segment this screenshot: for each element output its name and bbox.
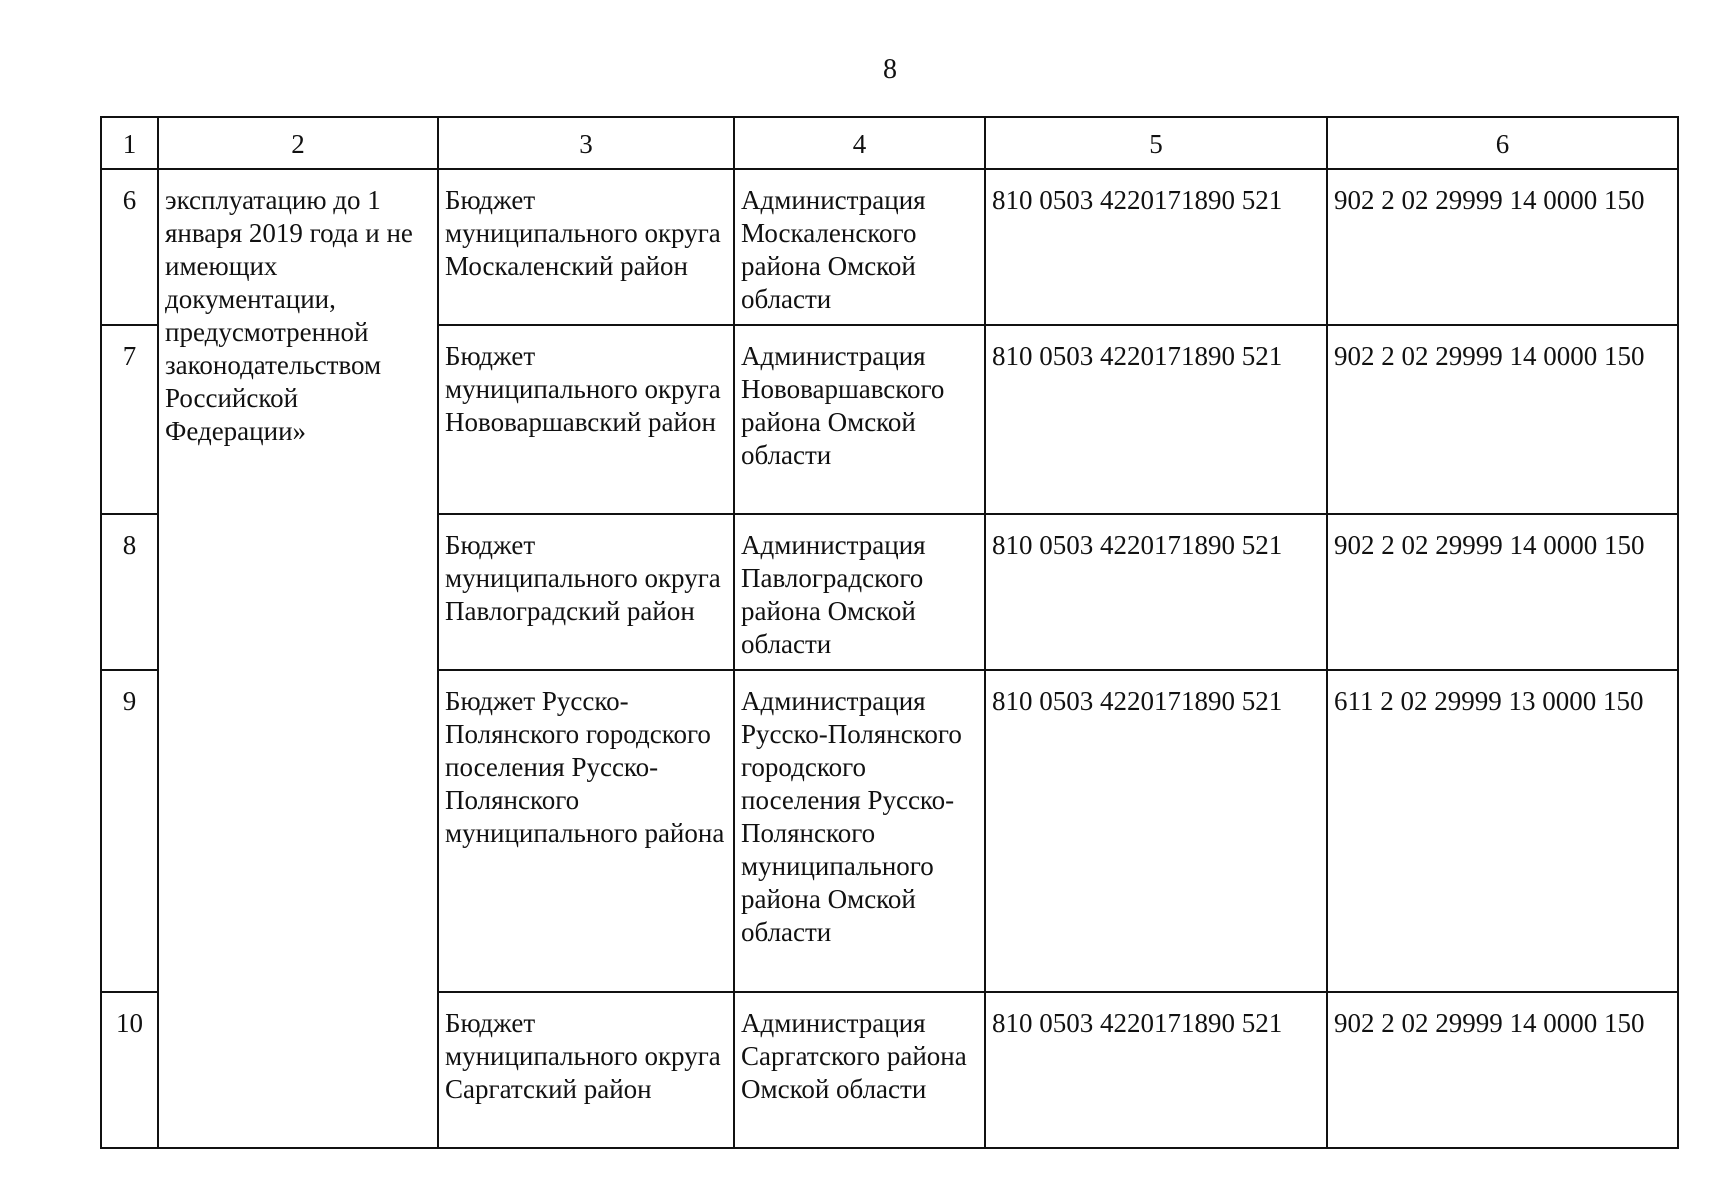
administration-cell: Администрация Русско-Полянского городского поселения Русско-Полянского муниципального района Омской области — [734, 670, 985, 992]
header-col-5: 5 — [985, 117, 1327, 169]
income-code-cell: 902 2 02 29999 14 0000 150 — [1327, 992, 1678, 1148]
administration-cell: Администрация Нововаршавского района Омской области — [734, 325, 985, 514]
income-code-cell: 902 2 02 29999 14 0000 150 — [1327, 169, 1678, 325]
header-col-3: 3 — [438, 117, 734, 169]
row-number: 6 — [101, 169, 158, 325]
header-col-1: 1 — [101, 117, 158, 169]
header-col-4: 4 — [734, 117, 985, 169]
administration-cell: Администрация Павлоградского района Омской области — [734, 514, 985, 670]
income-code-cell: 902 2 02 29999 14 0000 150 — [1327, 325, 1678, 514]
budget-cell: Бюджет муниципального округа Москаленский район — [438, 169, 734, 325]
budget-table — [100, 116, 1679, 1149]
budget-cell: Бюджет муниципального округа Саргатский район — [438, 992, 734, 1148]
header-col-2: 2 — [158, 117, 438, 169]
expense-code-cell: 810 0503 4220171890 521 — [985, 169, 1327, 325]
income-code-cell: 902 2 02 29999 14 0000 150 — [1327, 514, 1678, 670]
page-number: 8 — [883, 54, 897, 85]
row-number: 7 — [101, 325, 158, 514]
table-row — [101, 169, 1678, 325]
merged-description-cell: эксплуатацию до 1 января 2019 года и не имеющих документации, предусмотренной законодательством Российской Федерации» — [158, 169, 438, 1148]
budget-cell: Бюджет муниципального округа Нововаршавский район — [438, 325, 734, 514]
row-number: 9 — [101, 670, 158, 992]
budget-cell: Бюджет муниципального округа Павлоградский район — [438, 514, 734, 670]
header-col-6: 6 — [1327, 117, 1678, 169]
income-code-cell: 611 2 02 29999 13 0000 150 — [1327, 670, 1678, 992]
table-header-row — [101, 117, 1678, 169]
administration-cell: Администрация Саргатского района Омской области — [734, 992, 985, 1148]
administration-cell: Администрация Москаленского района Омской области — [734, 169, 985, 325]
row-number: 10 — [101, 992, 158, 1148]
expense-code-cell: 810 0503 4220171890 521 — [985, 992, 1327, 1148]
budget-cell: Бюджет Русско-Полянского городского поселения Русско-Полянского муниципального района — [438, 670, 734, 992]
expense-code-cell: 810 0503 4220171890 521 — [985, 670, 1327, 992]
expense-code-cell: 810 0503 4220171890 521 — [985, 514, 1327, 670]
expense-code-cell: 810 0503 4220171890 521 — [985, 325, 1327, 514]
row-number: 8 — [101, 514, 158, 670]
